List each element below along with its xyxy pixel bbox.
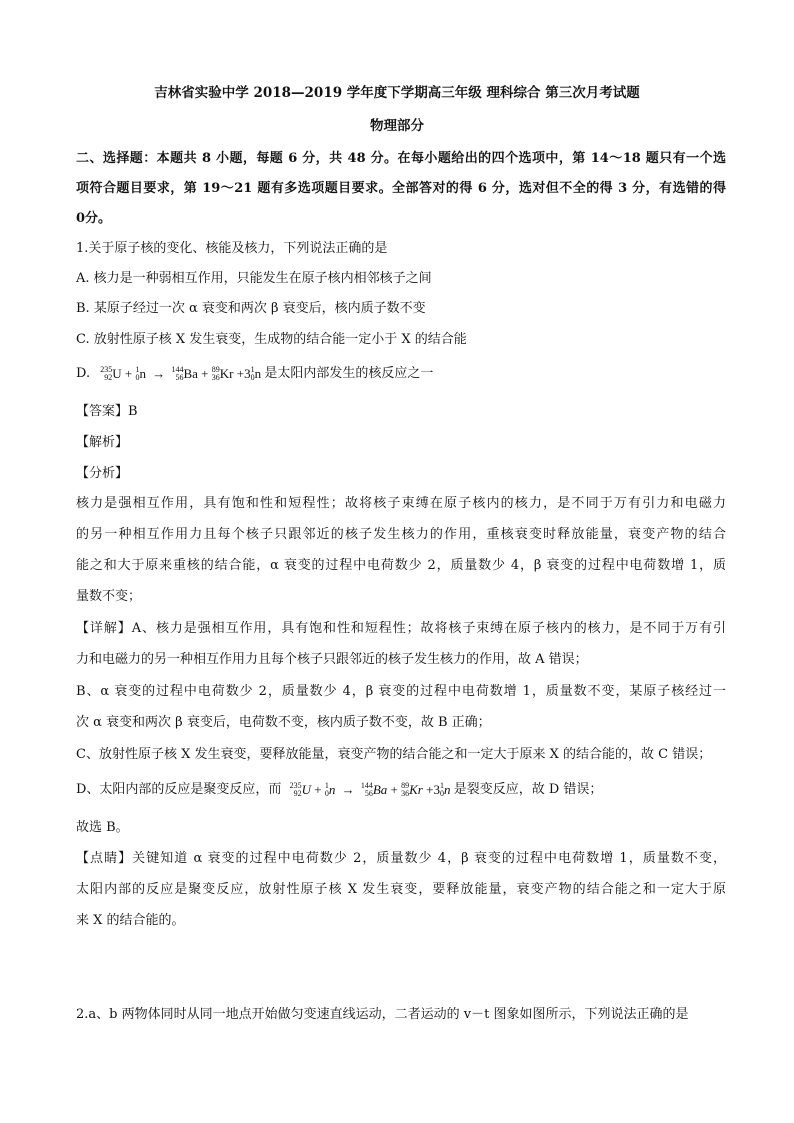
option-d-prefix: D. (76, 366, 91, 381)
fenxi-line-2: 的另一种相互作用力且每个核子只跟邻近的核子发生核力的作用，重核衰变时释放能量，衰变产物的结合 (76, 527, 726, 542)
detail-line-2: 力和电磁力的另一种相互作用力且每个核子只跟邻近的核子发生核力的作用，故 A 错误； (76, 652, 588, 667)
tip-line-3: 来 X 的结合能的。 (76, 913, 185, 928)
detail-line-5: C、放射性原子核 X 发生衰变，要释放能量，衰变产物的结合能之和一定大于原来 X 的结合能的，故 C 错误； (76, 747, 712, 762)
detail-line-3: B、α 衰变的过程中电荷数少 2，质量数少 4，β 衰变的过程中电荷数增 1，质量数不变，某原子核经过一 (76, 684, 726, 699)
barium-nuclide: 144 56 (171, 365, 184, 383)
question-1-option-a: A. 核力是一种弱相互作用，只能发生在原子核内相邻核子之间 (76, 271, 432, 286)
nuclear-equation-detail: 235 92 U + 1 0 n → 144 56 Ba + 89 36 Kr +3 1 0 n (289, 781, 451, 799)
nuclear-equation: 235 92 U + 1 0 n → 144 56 Ba + 89 36 Kr +3 1 0 n (100, 365, 262, 383)
page-title: 吉林省实验中学 2018—2019 学年度下学期高三年级 理科综合 第三次月考试题 (154, 85, 640, 101)
krypton-nuclide: 89 36 (211, 365, 220, 383)
reaction-arrow: → (152, 366, 166, 382)
fenxi-label: 【分析】 (76, 466, 129, 481)
detail-line-1: 【详解】A、核力是强相互作用，具有饱和性和短程性；故将核子束缚在原子核内的核力，是不同于万有引 (76, 621, 726, 636)
detail-line-4: 次 α 衰变和两次 β 衰变后，电荷数不变，核内质子数不变，故 B 正确； (76, 715, 491, 730)
tip-line-2: 太阳内部的反应是聚变反应，放射性原子核 X 发生衰变，要释放能量，衰变产物的结合能之和一定大于原 (76, 882, 726, 897)
detail-d-prefix: D、太阳内部的反应是聚变反应，而 (76, 782, 282, 797)
analysis-label: 【解析】 (76, 435, 129, 450)
uranium-nuclide: 235 92 (100, 365, 113, 383)
section-instructions-line-2: 项符合题目要求，第 19～21 题有多选项题目要求。全部答对的得 6 分，选对但不全的得 3 分，有选错的得 (76, 181, 726, 196)
question-1-stem: 1.关于原子核的变化、核能及核力，下列说法正确的是 (76, 241, 388, 256)
question-1-option-b: B. 某原子经过一次 α 衰变和两次 β 衰变后，核内质子数不变 (76, 301, 426, 316)
conclusion: 故选 B。 (76, 820, 129, 835)
question-1-option-d (76, 364, 726, 383)
section-instructions-line-1: 二、选择题：本题共 8 小题，每题 6 分，共 48 分。在每小题给出的四个选项中，第 14～18 题只有一个选 (76, 151, 726, 166)
tip-line-1: 【点睛】关键知道 α 衰变的过程中电荷数少 2，质量数少 4，β 衰变的过程中电荷数增 1，质量数不变， (76, 851, 726, 866)
answer-label: 【答案】B (76, 404, 138, 419)
fenxi-line-3: 能之和大于原来重核的结合能，α 衰变的过程中电荷数少 2，质量数少 4，β 衰变的过程中电荷数增 1，质 (76, 558, 726, 573)
question-1-option-c: C. 放射性原子核 X 发生衰变，生成物的结合能一定小于 X 的结合能 (76, 332, 467, 347)
fenxi-line-1: 核力是强相互作用，具有饱和性和短程性；故将核子束缚在原子核内的核力，是不同于万有引力和电磁力 (76, 496, 726, 511)
neutron-nuclide: 1 0 (250, 365, 255, 383)
detail-line-d (76, 780, 726, 799)
fenxi-line-4: 量数不变； (76, 589, 142, 604)
option-d-suffix: 是太阳内部发生的核反应之一 (264, 366, 434, 381)
section-instructions-line-3: 0分。 (76, 211, 112, 226)
neutron-nuclide: 1 0 (135, 365, 140, 383)
detail-d-suffix: 是裂变反应，故 D 错误； (453, 782, 603, 797)
question-2-stem: 2.a、b 两物体同时从同一地点开始做匀变速直线运动，二者运动的 v－t 图象如图所示，下列说法正确的是 (76, 1007, 689, 1022)
page-subtitle: 物理部分 (370, 118, 424, 134)
